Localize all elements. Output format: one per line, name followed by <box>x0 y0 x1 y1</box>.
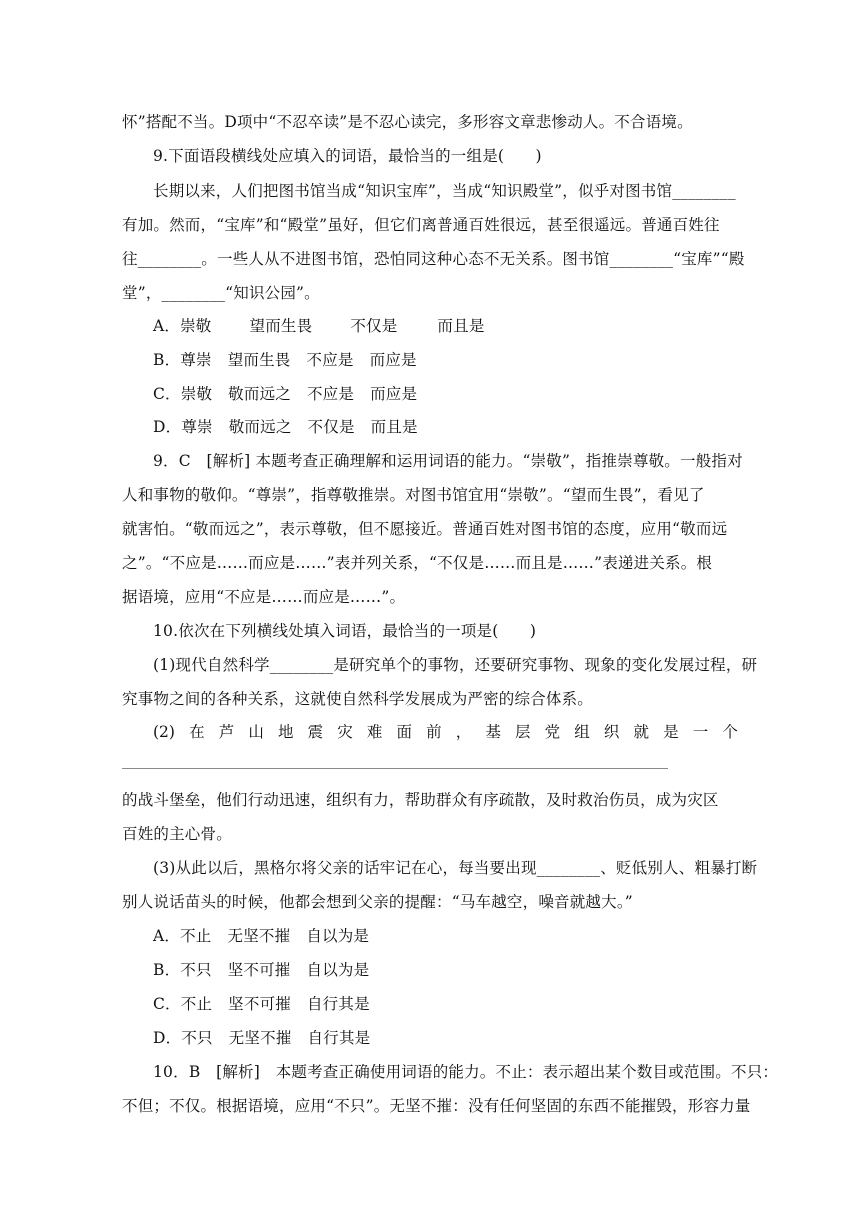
option-word: 无坚不摧 <box>227 927 291 945</box>
q10-item-3: (3)从此以后，黑格尔将父亲的话牢记在心，每当要出现________、贬低别人、粗暴打断 <box>153 859 758 877</box>
char: 就 <box>633 723 649 741</box>
char: 党 <box>544 723 561 741</box>
option-word: 坚不可摧 <box>228 995 291 1013</box>
option-word: 敬而远之 <box>228 385 291 403</box>
char: 织 <box>603 723 620 741</box>
char: 山 <box>248 723 264 741</box>
text-line: 就害怕。“敬而远之”，表示尊敬，但不愿接近。普通百姓对图书馆的态度，应用“敬而远 <box>122 520 728 538</box>
option-word: A．不止 <box>153 927 212 945</box>
char: 地 <box>277 723 294 741</box>
option-word: 自以为是 <box>306 961 370 979</box>
text-line: 长期以来，人们把图书馆当成“知识宝库”，当成“知识殿堂”，似乎对图书馆________ <box>153 182 736 200</box>
char: 一 <box>692 723 709 741</box>
text-line: 究事物之间的各种关系，这就使自然科学发展成为严密的综合体系。 <box>122 690 594 708</box>
option-word: 自以为是 <box>306 927 370 945</box>
char: 前 <box>426 723 442 741</box>
text-line: 怀”搭配不当。D项中“不忍卒读”是不忍心读完，多形容文章悲惨动人。不合语境。 <box>122 113 693 131</box>
q10-answer: 10．B [解析] 本题考查正确使用词语的能力。不止：表示超出某个数目或范围。不只： <box>153 1063 779 1081</box>
option-word: 而且是 <box>370 418 418 436</box>
option-word: B．不只 <box>153 961 212 979</box>
option-word: B．尊崇 <box>153 351 212 369</box>
q10-option-c <box>153 994 370 1014</box>
option-word: 不仅是 <box>350 317 398 335</box>
char: 难 <box>366 723 383 741</box>
text-line: 不但；不仅。根据语境，应用“不只”。无坚不摧：没有任何坚固的东西不能摧毁，形容力量 <box>122 1097 751 1115</box>
char: (2) <box>153 723 175 741</box>
option-word: 无坚不摧 <box>228 1029 292 1047</box>
option-word: D．不只 <box>153 1029 213 1047</box>
char: 个 <box>722 723 738 741</box>
q9-option-d <box>153 417 418 437</box>
option-word: 敬而远之 <box>228 418 292 436</box>
char: 面 <box>396 723 412 741</box>
option-word: 而应是 <box>370 385 418 403</box>
option-word: C．崇敬 <box>153 385 213 403</box>
option-word: C．不止 <box>153 995 213 1013</box>
q9-option-a <box>153 316 485 336</box>
text-line: 别人说话苗头的时候，他都会想到父亲的提醒：“马车越空，噪音就越大。” <box>122 893 633 911</box>
text-line: 百姓的主心骨。 <box>122 825 232 843</box>
text-line: 往________。一些人从不进图书馆，恐怕同这种心态不无关系。图书馆________“宝库”“殿 <box>122 250 745 268</box>
q9-option-b <box>153 350 417 370</box>
q9-answer: 9．C [解析] 本题考查正确理解和运用词语的能力。“崇敬”，指推崇尊敬。一般指对 <box>153 452 743 470</box>
char: 在 <box>189 723 205 741</box>
question-9-stem: 9.下面语段横线处应填入的词语，最恰当的一组是( ) <box>153 147 542 165</box>
question-10-stem: 10.依次在下列横线处填入词语，最恰当的一项是( ) <box>153 622 537 640</box>
option-word: D．尊崇 <box>153 418 213 436</box>
fill-blank-line <box>122 768 668 769</box>
char: 组 <box>574 723 590 741</box>
q10-option-b <box>153 960 369 980</box>
char: 震 <box>307 723 324 741</box>
char: 灾 <box>337 723 353 741</box>
text-line: 的战斗堡垒，他们行动迅速，组织有力，帮助群众有序疏散，及时救治伤员，成为灾区 <box>122 791 719 809</box>
q10-option-d <box>153 1028 370 1048</box>
text-line: 之”。“不应是……而应是……”表并列关系，“不仅是……而且是……”表递进关系。根 <box>122 554 713 572</box>
q10-item-2 <box>153 722 738 742</box>
char: 是 <box>663 723 679 741</box>
text-line: 据语境，应用“不应是……而应是……”。 <box>122 588 406 606</box>
char: ， <box>455 723 472 741</box>
text-line: 有加。然而，“宝库”和“殿堂”虽好，但它们离普通百姓很远，甚至很遥远。普通百姓往 <box>122 216 720 234</box>
char: 层 <box>514 723 531 741</box>
option-word: A．崇敬 <box>153 317 212 335</box>
char: 基 <box>485 723 501 741</box>
text-line: 堂”，________“知识公园”。 <box>122 284 320 302</box>
q9-option-c <box>153 384 417 404</box>
option-word: 坚不可摧 <box>227 961 291 979</box>
option-word: 望而生畏 <box>249 317 313 335</box>
q10-option-a <box>153 926 369 946</box>
option-word: 自行其是 <box>306 995 370 1013</box>
option-word: 不应是 <box>306 385 355 403</box>
q10-item-1: (1)现代自然科学________是研究单个的事物，还要研究事物、现象的变化发展过程，研 <box>153 656 758 674</box>
option-word: 自行其是 <box>307 1029 371 1047</box>
option-word: 望而生畏 <box>227 351 291 369</box>
option-word: 而应是 <box>369 351 417 369</box>
char: 芦 <box>218 723 235 741</box>
option-word: 而且是 <box>437 317 485 335</box>
option-word: 不仅是 <box>307 418 355 436</box>
text-line: 人和事物的敬仰。“尊崇”，指尊敬推崇。对图书馆宜用“崇敬”。“望而生畏”，看见了 <box>122 486 705 504</box>
option-word: 不应是 <box>306 351 354 369</box>
